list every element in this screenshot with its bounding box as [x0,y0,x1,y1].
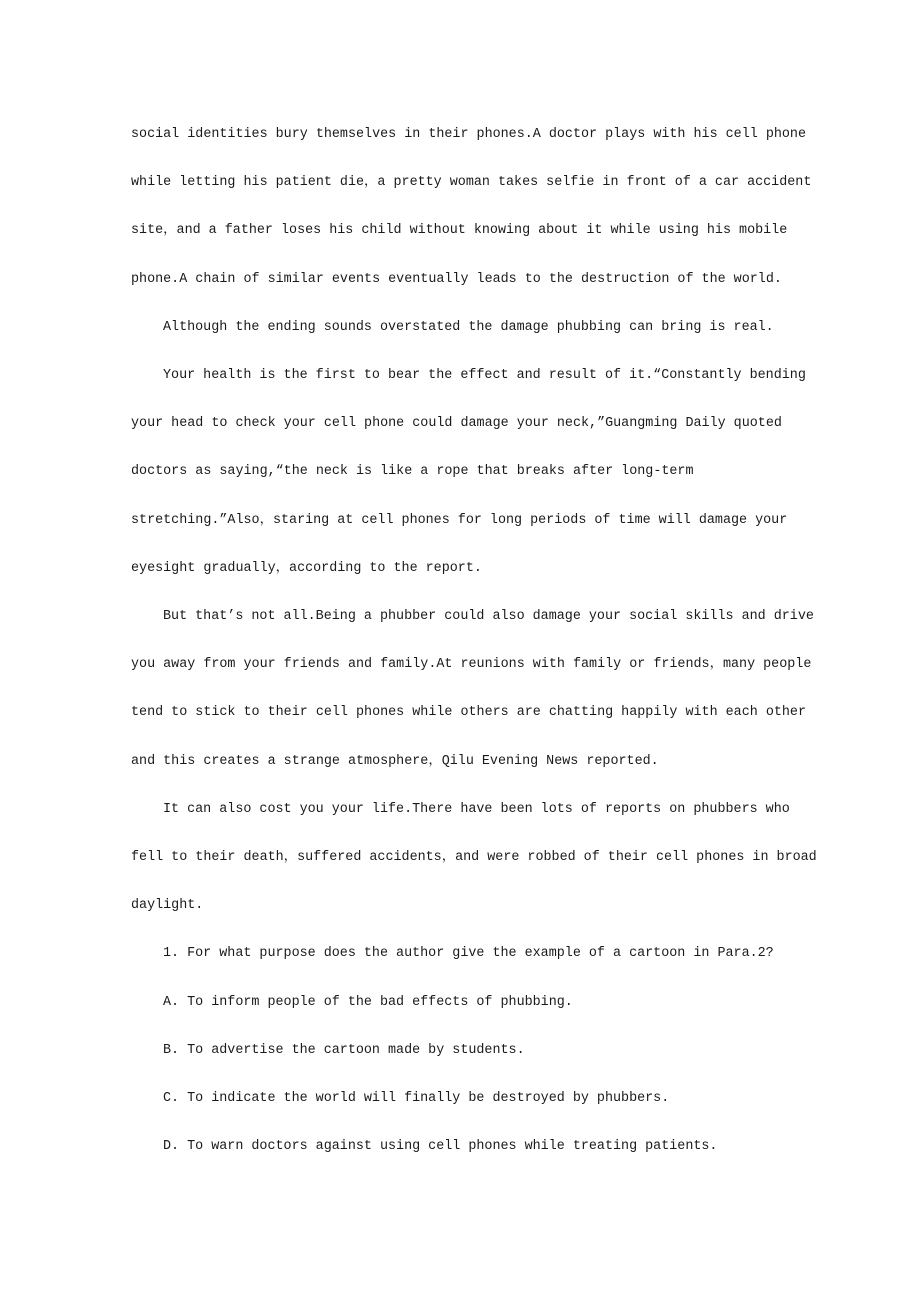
text-line: phone.A chain of similar events eventually leads to the destruction of the world. [131,271,782,287]
text-line: C. To indicate the world will finally be destroyed by phubbers. [163,1091,670,1106]
text-line: tend to stick to their cell phones while others are chatting happily with each other [131,705,806,721]
text-line: site，and a father loses his child without knowing about it while using his mobile [131,223,788,239]
text-line: But that’s not all.Being a phubber could also damage your social skills and drive [163,609,814,624]
text-line: social identities bury themselves in their phones.A doctor plays with his cell phone [131,127,806,142]
text-line: eyesight gradually，according to the report. [131,560,482,576]
text-line: It can also cost you your life.There have been lots of reports on phubbers who [163,801,790,817]
text-line: Your health is the first to bear the effect and result of it.“Constantly bending [163,368,806,383]
text-line: daylight. [131,898,204,914]
text-line: D. To warn doctors against using cell phones while treating patients. [163,1139,718,1155]
text-line: your head to check your cell phone could damage your neck,”Guangming Daily quoted [131,416,782,432]
text-line: you away from your friends and family.At reunions with family or friends，many people [131,657,812,673]
text-line: stretching.”Also，staring at cell phones for long periods of time will damage your [131,512,788,528]
text-line: fell to their death，suffered accidents，and were robbed of their cell phones in broad [131,850,817,865]
text-line: doctors as saying,“the neck is like a rope that breaks after long-term [131,464,694,480]
text-line: B. To advertise the cartoon made by students. [163,1042,525,1058]
text-line: A. To inform people of the bad effects of phubbing. [163,994,573,1010]
text-line: 1. For what purpose does the author give the example of a cartoon in Para.2? [163,946,774,962]
text-line: and this creates a strange atmosphere，Qilu Evening News reported. [131,753,659,769]
text-line: while letting his patient die，a pretty woman takes selfie in front of a car accident [131,175,812,191]
text-line: Although the ending sounds overstated the damage phubbing can bring is real. [163,319,774,335]
